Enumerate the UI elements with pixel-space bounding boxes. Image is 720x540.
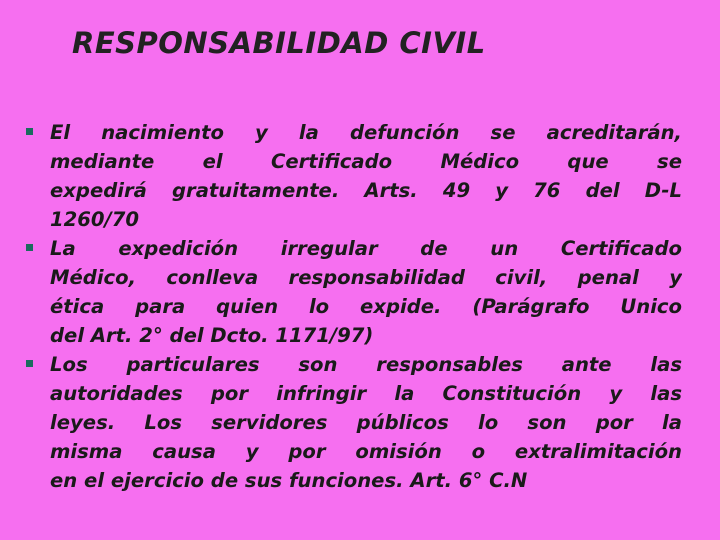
bullet-line: Los particulares son responsables ante las <box>50 353 682 376</box>
bullet-line: ética para quien lo expide. (Parágrafo Unico <box>50 295 682 318</box>
bullet-line: 1260/70 <box>50 208 139 231</box>
slide-title: RESPONSABILIDAD CIVIL <box>72 26 486 60</box>
bullet-line: La expedición irregular de un Certificado <box>50 237 682 260</box>
bullet-list <box>26 118 682 495</box>
square-bullet-icon <box>26 128 33 135</box>
bullet-item-1 <box>26 118 682 234</box>
bullet-line: expedirá gratuitamente. Arts. 49 y 76 del D-L <box>50 179 682 202</box>
bullet-line: en el ejercicio de sus funciones. Art. 6° C.N <box>50 469 528 492</box>
bullet-line: misma causa y por omisión o extralimitación <box>50 440 682 463</box>
square-bullet-icon <box>26 244 33 251</box>
bullet-line: mediante el Certificado Médico que se <box>50 150 682 173</box>
bullet-line: del Art. 2° del Dcto. 1171/97) <box>50 324 374 347</box>
bullet-item-3 <box>26 350 682 495</box>
bullet-line: autoridades por infringir la Constitución y las <box>50 382 682 405</box>
bullet-line: leyes. Los servidores públicos lo son por la <box>50 411 682 434</box>
bullet-item-2 <box>26 234 682 350</box>
bullet-line: El nacimiento y la defunción se acreditarán, <box>50 121 682 144</box>
bullet-line: Médico, conlleva responsabilidad civil, penal y <box>50 266 682 289</box>
square-bullet-icon <box>26 360 33 367</box>
